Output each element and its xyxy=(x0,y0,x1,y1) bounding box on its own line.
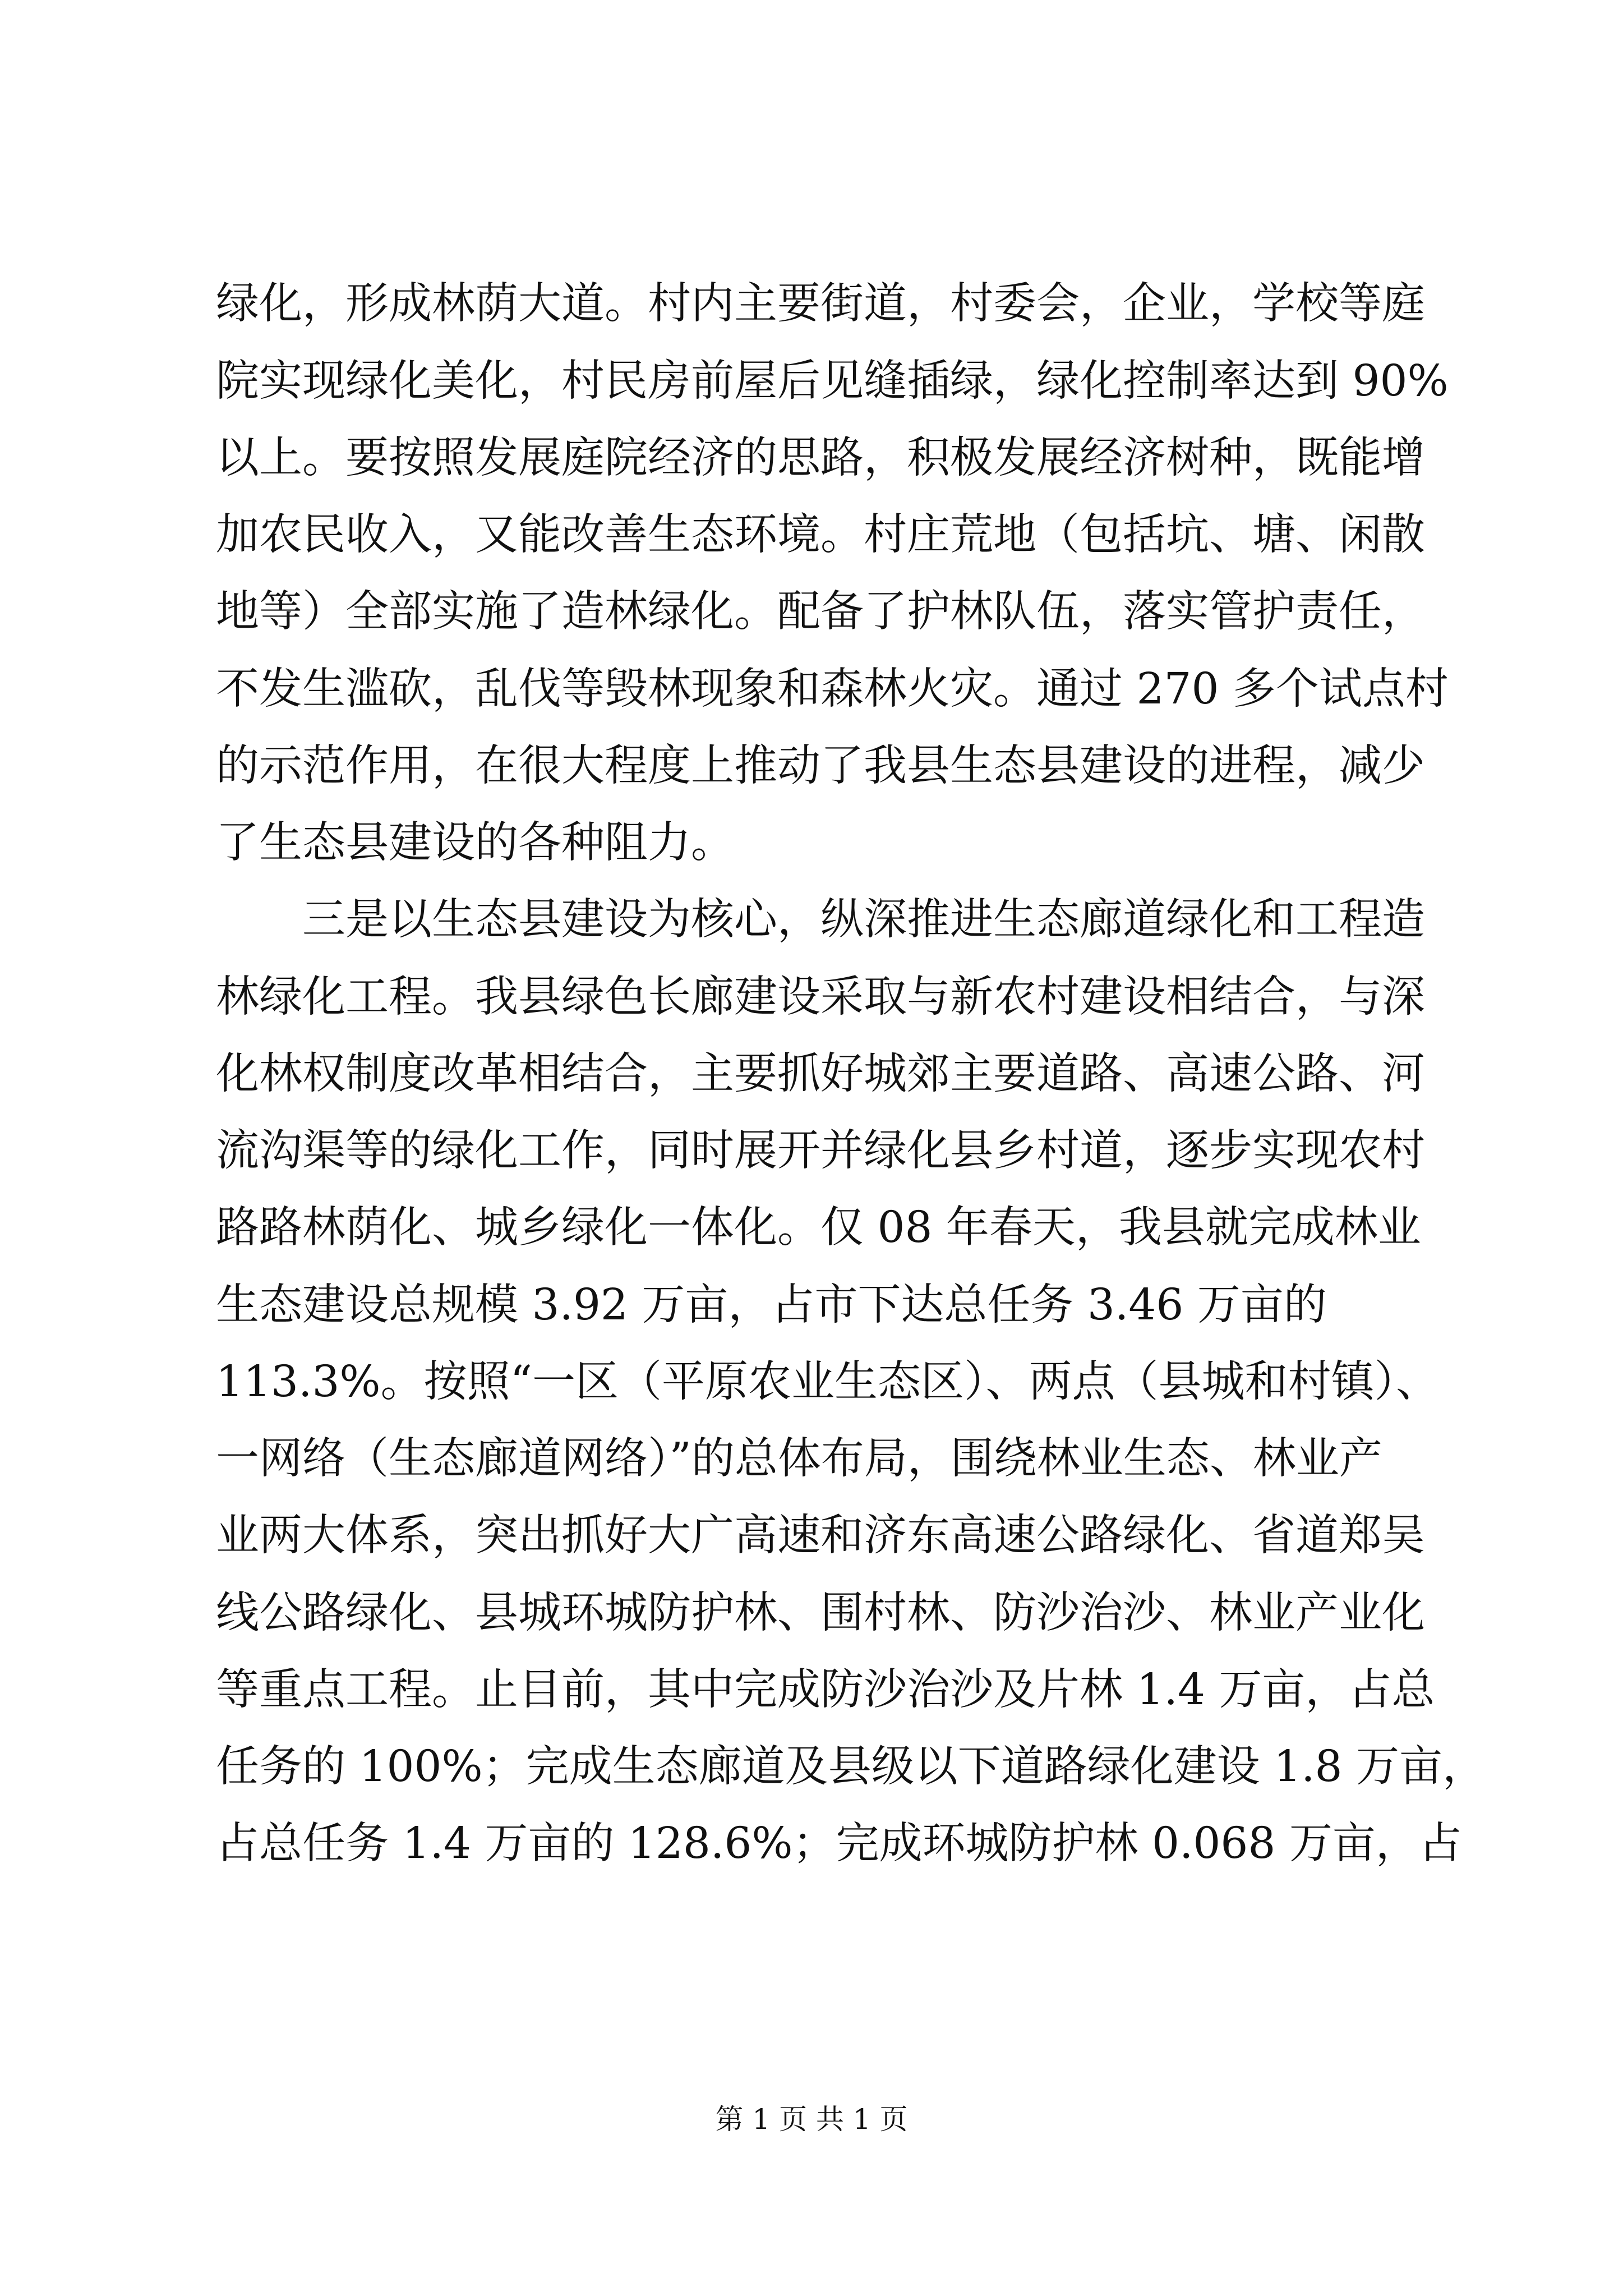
body-line-6: 不发生滥砍，乱伐等毁林现象和森林火灾。通过 270 多个试点村 xyxy=(216,664,1449,714)
body-line-4: 加农民收入，又能改善生态环境。村庄荒地（包括坑、塘、闲散 xyxy=(216,510,1425,560)
body-line-16: 一网络（生态廊道网络）”的总体布局，围绕林业生态、林业产 xyxy=(216,1434,1382,1484)
body-line-14: 生态建设总规模 3.92 万亩，占市下达总任务 3.46 万亩的 xyxy=(216,1280,1327,1330)
body-line-15: 113.3%。按照“一区（平原农业生态区）、两点（县城和村镇）、 xyxy=(216,1357,1439,1407)
body-line-1: 绿化，形成林荫大道。村内主要街道，村委会，企业，学校等庭 xyxy=(216,279,1425,329)
page-footer: 第 1 页 共 1 页 xyxy=(715,2103,908,2136)
body-line-10: 林绿化工程。我县绿色长廊建设采取与新农村建设相结合，与深 xyxy=(216,972,1425,1022)
body-line-3: 以上。要按照发展庭院经济的思路，积极发展经济树种，既能增 xyxy=(216,433,1425,483)
body-line-13: 路路林荫化、城乡绿化一体化。仅 08 年春天，我县就完成林业 xyxy=(216,1203,1421,1253)
body-line-19: 等重点工程。止目前，其中完成防沙治沙及片林 1.4 万亩，占总 xyxy=(216,1665,1435,1715)
body-line-20: 任务的 100%；完成生态廊道及县级以下道路绿化建设 1.8 万亩， xyxy=(216,1742,1486,1792)
body-line-12: 流沟渠等的绿化工作，同时展开并绿化县乡村道，逐步实现农村 xyxy=(216,1126,1425,1176)
body-line-21: 占总任务 1.4 万亩的 128.6%；完成环城防护林 0.068 万亩，占 xyxy=(216,1819,1462,1869)
body-line-7: 的示范作用，在很大程度上推动了我县生态县建设的进程，减少 xyxy=(216,741,1425,791)
body-line-9: 三是以生态县建设为核心，纵深推进生态廊道绿化和工程造 xyxy=(216,895,1425,945)
body-line-5: 地等）全部实施了造林绿化。配备了护林队伍，落实管护责任， xyxy=(216,587,1425,637)
body-line-18: 线公路绿化、县城环城防护林、围村林、防沙治沙、林业产业化 xyxy=(216,1588,1425,1638)
body-line-11: 化林权制度改革相结合，主要抓好城郊主要道路、高速公路、河 xyxy=(216,1049,1425,1099)
body-line-17: 业两大体系，突出抓好大广高速和济东高速公路绿化、省道郑吴 xyxy=(216,1511,1425,1561)
body-line-2: 院实现绿化美化，村民房前屋后见缝插绿，绿化控制率达到 90% xyxy=(216,356,1449,406)
body-line-8: 了生态县建设的各种阻力。 xyxy=(216,818,734,868)
